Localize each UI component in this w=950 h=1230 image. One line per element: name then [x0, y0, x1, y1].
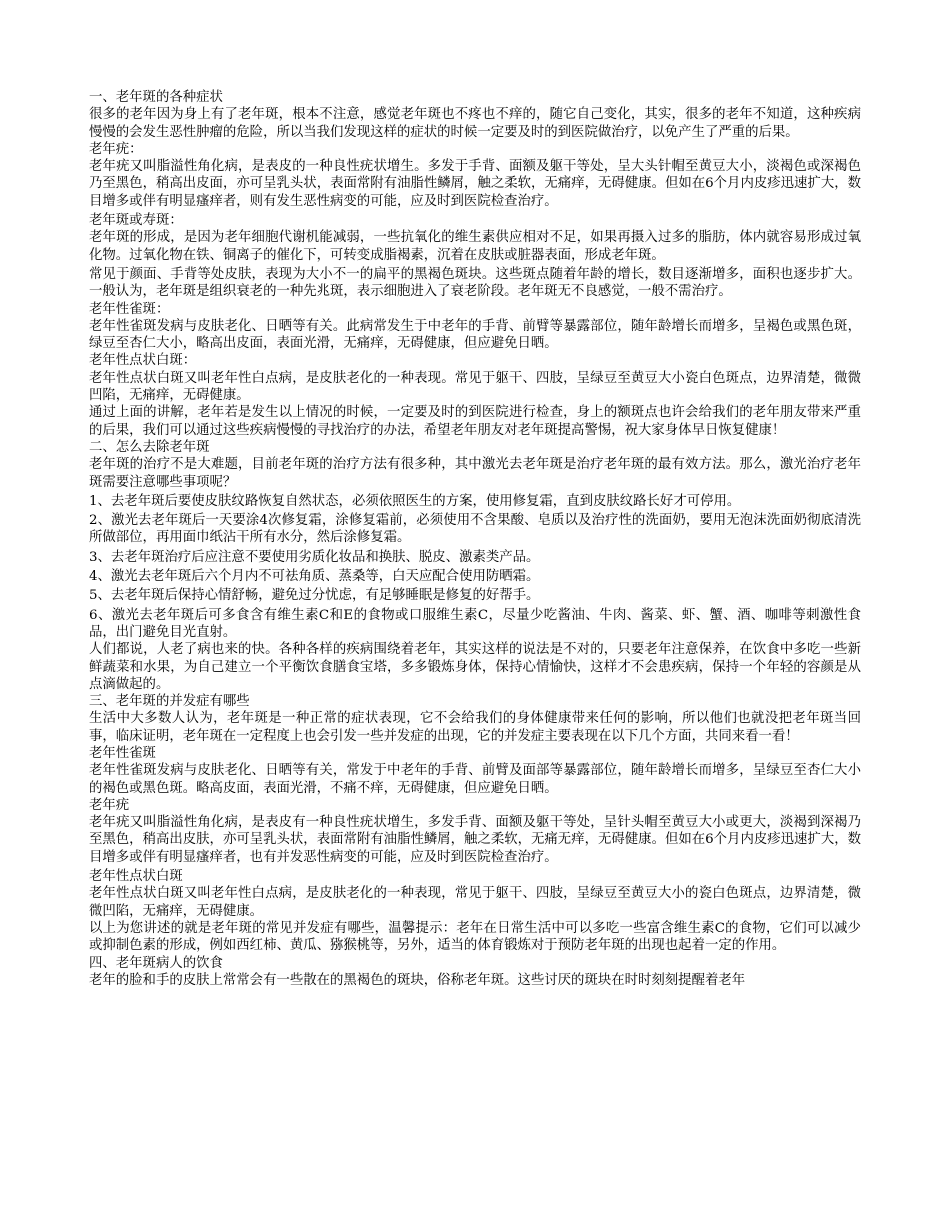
paragraph: 老年性点状白斑又叫老年性白点病，是皮肤老化的一种表现。常见于躯干、四肢，呈绿豆至黄豆大小瓷白色斑点，边界清楚，微微凹陷，无痛痒，无碍健康。 [89, 370, 861, 404]
section-heading-complications: 三、老年斑的并发症有哪些 [89, 694, 250, 710]
list-item: 6、激光去老年斑后可多食含有维生素C和E的食物或口服维生素C，尽量少吃酱油、牛肉、酱菜、虾、蟹、酒、咖啡等刺激性食品，出门避免目光直射。 [89, 607, 861, 640]
subheading-white-spots: 老年性点状白斑： [89, 353, 197, 369]
section-heading-diet: 四、老年斑病人的饮食 [89, 955, 223, 971]
paragraph: 老年疣又叫脂溢性角化病，是表皮有一种良性疣状增生，多发手背、面额及躯干等处，呈针头帽至黄豆大小或更大，淡褐到深褐乃至黑色，稍高出皮肤，亦可呈乳头状，表面常附有油脂性鳞屑，触之柔软，无痛无痒，无碍健康。但如在6个月内皮疹迅速扩大，数目增多或伴有明显瘙痒者，也有并发恶性病变的可能，应及时到医院检查治疗。 [89, 815, 861, 865]
paragraph: 生活中大多数人认为，老年斑是一种正常的症状表现，它不会给我们的身体健康带来任何的影响，所以他们也就没把老年斑当回事，临床证明，老年斑在一定程度上也会引发一些并发症的出现，它的并发症主要表现在以下几个方面，共同来看一看！ [89, 711, 861, 744]
paragraph: 老年的脸和手的皮肤上常常会有一些散在的黑褐色的斑块，俗称老年斑。这些讨厌的斑块在时时刻刻提醒着老年 [89, 972, 746, 988]
paragraph: 老年斑的形成，是因为老年细胞代谢机能减弱，一些抗氧化的维生素供应相对不足，如果再摄入过多的脂肪，体内就容易形成过氧化物。过氧化物在铁、铜离子的催化下，可转变成脂褐素，沉着在皮肤或脏器表面，形成老年斑。 [89, 230, 861, 263]
paragraph: 很多的老年因为身上有了老年斑，根本不注意，感觉老年斑也不疼也不痒的，随它自己变化，其实，很多的老年不知道，这种疾病慢慢的会发生恶性肿瘤的危险，所以当我们发现这样的症状的时候一定要及时的到医院做治疗，以免产生了严重的后果。 [89, 107, 861, 140]
list-item: 2、激光去老年斑后一天要涂4次修复霜，涂修复霜前，必须使用不含果酸、皂质以及治疗性的洗面奶，要用无泡沫洗面奶彻底清洗所做部位，再用面巾纸沾干所有水分，然后涂修复霜。 [89, 513, 861, 546]
subheading-senile-freckles: 老年性雀斑 [89, 745, 156, 761]
list-item: 4、激光去老年斑后六个月内不可祛角质、蒸桑等，白天应配合使用防晒霜。 [89, 569, 540, 585]
paragraph: 老年斑的治疗不是大难题，目前老年斑的治疗方法有很多种，其中激光去老年斑是治疗老年斑的最有效方法。那么，激光治疗老年斑需要注意哪些事项呢？ [89, 457, 861, 490]
subheading-senile-wart: 老年疣 [89, 797, 130, 813]
subheading-white-spots: 老年性点状白斑 [89, 869, 183, 885]
paragraph: 老年疣又叫脂溢性角化病，是表皮的一种良性疣状增生。多发于手背、面额及躯干等处，呈大头针帽至黄豆大小，淡褐色或深褐色乃至黑色，稍高出皮面，亦可呈乳头状，表面常附有油脂性鳞屑，触之柔软，无痛痒，无碍健康。但如在6个月内皮疹迅速扩大，数目增多或伴有明显瘙痒者，则有发生恶性病变的可能，应及时到医院检查治疗。 [89, 159, 861, 209]
list-item: 1、去老年斑后要使皮肤纹路恢复自然状态，必须依照医生的方案，使用修复霜，直到皮肤纹路长好才可停用。 [89, 493, 741, 509]
subheading-senile-wart: 老年疣： [89, 141, 143, 157]
paragraph: 人们都说，人老了病也来的快。各种各样的疾病围绕着老年，其实这样的说法是不对的，只要老年注意保养，在饮食中多吃一些新鲜蔬菜和水果，为自己建立一个平衡饮食膳食宝塔，多多锻炼身体，保持心情愉快，这样才不会患疾病，保持一个年轻的容颜是从点滴做起的。 [89, 642, 861, 692]
paragraph: 老年性雀斑发病与皮肤老化、日晒等有关，常发于中老年的手背、前臂及面部等暴露部位，随年龄增长而增多，呈绿豆至杏仁大小的褐色或黑色斑。略高皮面，表面光滑，不痛不痒，无碍健康，但应避免日晒。 [89, 763, 861, 796]
subheading-senile-freckles: 老年性雀斑： [89, 301, 170, 317]
paragraph: 老年性点状白斑又叫老年性白点病，是皮肤老化的一种表现，常见于躯干、四肢，呈绿豆至黄豆大小的瓷白色斑点，边界清楚，微微凹陷，无痛痒，无碍健康。 [89, 886, 861, 919]
list-item: 5、去老年斑后保持心情舒畅，避免过分忧虑，有足够睡眠是修复的好帮手。 [89, 588, 540, 604]
section-heading-removal: 二、怎么去除老年斑 [89, 439, 210, 455]
paragraph: 以上为您讲述的就是老年斑的常见并发症有哪些，温馨提示：老年在日常生活中可以多吃一些富含维生素C的食物，它们可以减少或抑制色素的形成，例如西红柿、黄瓜、猕猴桃等，另外，适当的体育锻炼对于预防老年斑的出现也起着一定的作用。 [89, 920, 861, 954]
paragraph: 老年性雀斑发病与皮肤老化、日晒等有关。此病常发生于中老年的手背、前臂等暴露部位，随年龄增长而增多，呈褐色或黑色斑，绿豆至杏仁大小，略高出皮面，表面光滑，无痛痒，无碍健康，但应避免日晒。 [89, 318, 861, 352]
paragraph: 常见于颜面、手背等处皮肤，表现为大小不一的扁平的黑褐色斑块。这些斑点随着年龄的增长，数目逐渐增多，面积也逐步扩大。一般认为，老年斑是组织衰老的一种先兆斑，表示细胞进入了衰老阶段。老年斑无不良感觉，一般不需治疗。 [89, 266, 861, 300]
section-heading-symptoms: 一、老年斑的各种症状 [89, 90, 223, 105]
document-body [89, 89, 861, 989]
paragraph: 通过上面的讲解，老年若是发生以上情况的时候，一定要及时的到医院进行检查，身上的额斑点也许会给我们的老年朋友带来严重的后果，我们可以通过这些疾病慢慢的寻找治疗的办法，希望老年朋友对老年斑提高警惕，祝大家身体早日恢复健康！ [89, 405, 861, 438]
list-item: 3、去老年斑治疗后应注意不要使用劣质化妆品和换肤、脱皮、激素类产品。 [89, 549, 540, 565]
subheading-age-spots: 老年斑或寿斑： [89, 213, 183, 229]
